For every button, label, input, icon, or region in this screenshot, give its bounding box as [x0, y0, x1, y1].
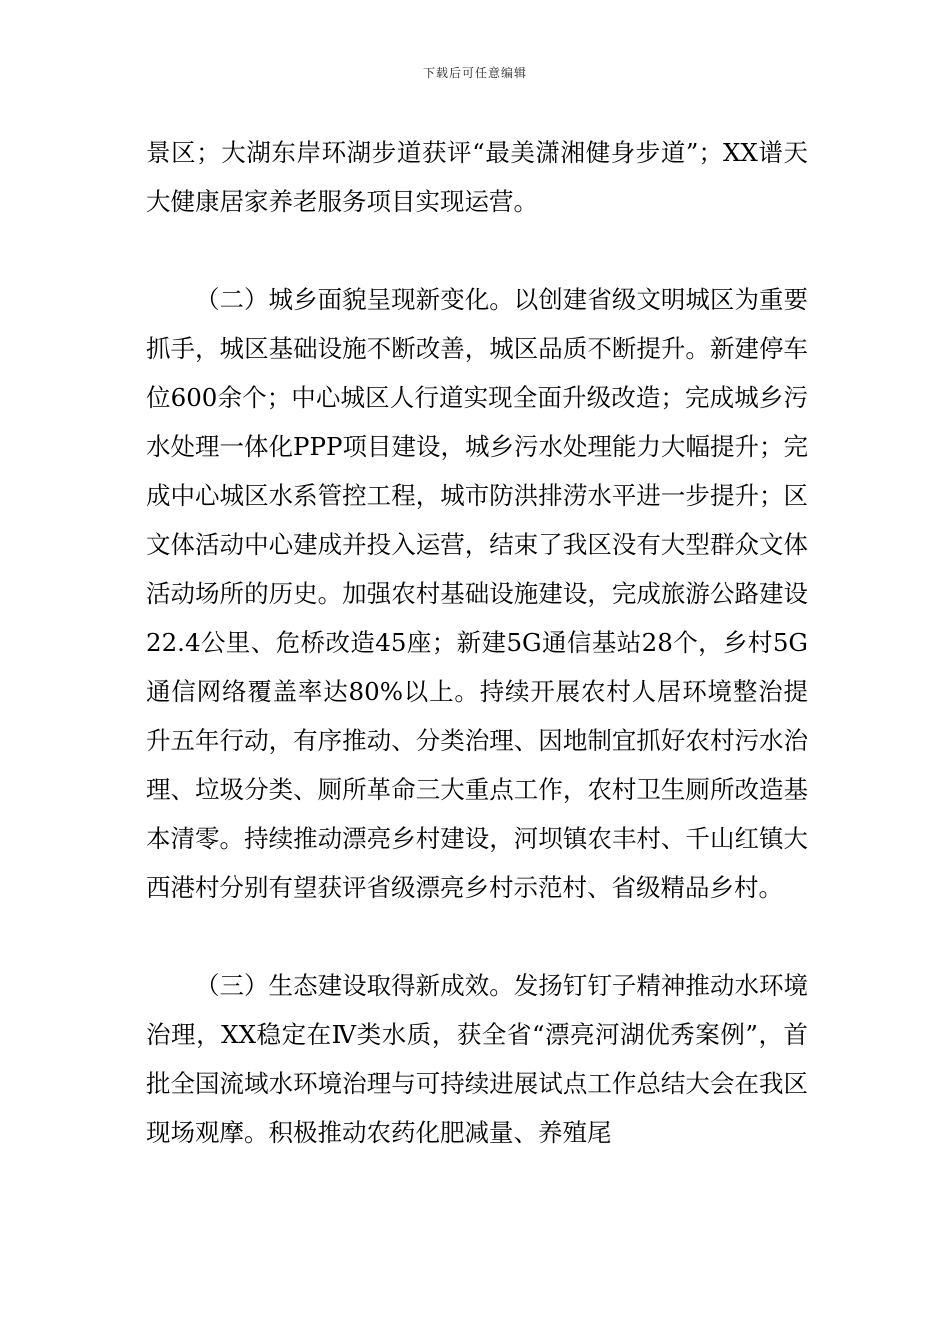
document-body: [146, 128, 808, 1157]
paragraph-urban-rural: （二）城乡面貌呈现新变化。以创建省级文明城区为重要抓手，城区基础设施不断改善，城区品质不断提升。新建停车位600余个；中心城区人行道实现全面升级改造；完成城乡污水处理一体化PPP项目建设，城乡污水处理能力大幅提升；完成中心城区水系管控工程，城市防洪排涝水平进一步提升；区文体活动中心建成并投入运营，结束了我区没有大型群众文体活动场所的历史。加强农村基础设施建设，完成旅游公路建设22.4公里、危桥改造45座；新建5G通信基站28个，乡村5G通信网络覆盖率达80%以上。持续开展农村人居环境整治提升五年行动，有序推动、分类治理、因地制宜抓好农村污水治理、垃圾分类、厕所革命三大重点工作，农村卫生厕所改造基本清零。持续推动漂亮乡村建设，河坝镇农丰村、千山红镇大西港村分别有望获评省级漂亮乡村示范村、省级精品乡村。: [146, 285, 808, 902]
paragraph-ecology: （三）生态建设取得新成效。发扬钉钉子精神推动水环境治理，XX稳定在Ⅳ类水质，获全省“漂亮河湖优秀案例”，首批全国流域水环境治理与可持续进展试点工作总结大会在我区现场观摩。积极推动农药化肥减量、养殖尾: [146, 971, 808, 1147]
paragraph-continuation: 景区；大湖东岸环湖步道获评“最美潇湘健身步道”；XX谱天大健康居家养老服务项目实现运营。: [146, 138, 808, 216]
page-header: 下载后可任意编辑: [422, 66, 527, 80]
